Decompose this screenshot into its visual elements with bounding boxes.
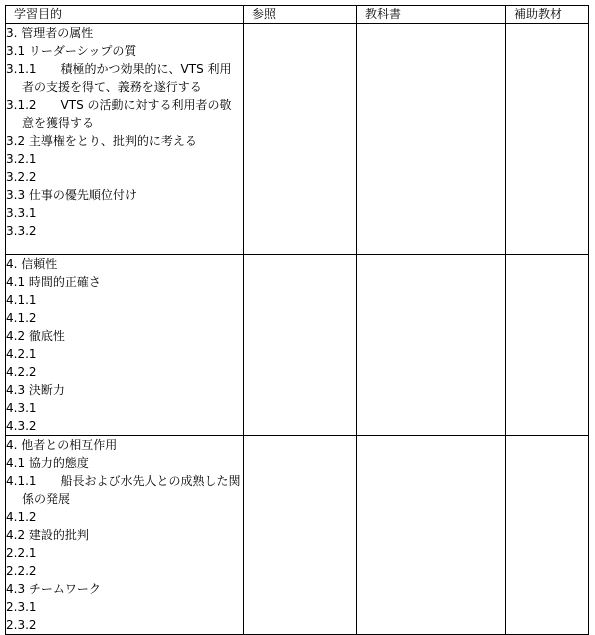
header-row (6, 6, 589, 24)
header-textbook: 教科書 (357, 6, 506, 24)
table-row (6, 436, 589, 635)
table-row (6, 255, 589, 436)
objective-line: 3.3.2 (6, 224, 37, 238)
objective-line: 4.3.1 (6, 401, 37, 415)
supplementary-cell (506, 255, 589, 436)
objective-line: 4.2.2 (6, 365, 37, 379)
table-row (6, 24, 589, 255)
reference-cell (244, 255, 357, 436)
objective-line: 4.3.2 (6, 419, 37, 433)
objective-line: 3.1.2 VTS の活動に対する利用者の敬意を獲得する (6, 98, 232, 130)
objective-line: 2.3.2 (6, 618, 37, 632)
objective-line: 2.2.2 (6, 564, 37, 578)
header-supplementary: 補助教材 (506, 6, 589, 24)
objective-line: 4. 他者との相互作用 (6, 438, 118, 452)
objective-line: 3.2 主導権をとり、批判的に考える (6, 134, 197, 148)
objective-line: 2.3.1 (6, 600, 37, 614)
objective-line: 3.1 リーダーシップの質 (6, 44, 137, 58)
objective-line: 4.3 決断力 (6, 383, 65, 397)
supplementary-cell (506, 436, 589, 635)
objective-line: 4.1.1 船長および水先人との成熟した関係の発展 (6, 474, 241, 506)
objective-line: 4.1 協力的態度 (6, 456, 89, 470)
learning-objectives-table (5, 5, 589, 635)
objective-line: 4.3 チームワーク (6, 582, 101, 596)
objective-cell (6, 255, 244, 436)
objective-line: 4.2.1 (6, 347, 37, 361)
header-objective: 学習目的 (6, 6, 244, 24)
objective-line: 4.1 時間的正確さ (6, 275, 101, 289)
objective-cell (6, 436, 244, 635)
reference-cell (244, 436, 357, 635)
objective-line: 4.1.1 (6, 293, 37, 307)
header-reference: 参照 (244, 6, 357, 24)
textbook-cell (357, 436, 506, 635)
objective-line: 3.2.2 (6, 170, 37, 184)
objective-line: 3. 管理者の属性 (6, 26, 94, 40)
objective-line: 3.1.1 積極的かつ効果的に、VTS 利用者の支援を得て、義務を遂行する (6, 62, 232, 94)
objective-line: 4.2 徹底性 (6, 329, 65, 343)
objective-cell (6, 24, 244, 255)
objective-line: 3.3.1 (6, 206, 37, 220)
supplementary-cell (506, 24, 589, 255)
objective-line: 4.1.2 (6, 510, 37, 524)
objective-line: 3.3 仕事の優先順位付け (6, 188, 137, 202)
objective-line: 4. 信頼性 (6, 257, 58, 271)
objective-line: 4.1.2 (6, 311, 37, 325)
textbook-cell (357, 255, 506, 436)
objective-line: 3.2.1 (6, 152, 37, 166)
objective-line: 2.2.1 (6, 546, 37, 560)
reference-cell (244, 24, 357, 255)
textbook-cell (357, 24, 506, 255)
objective-line: 4.2 建設的批判 (6, 528, 89, 542)
